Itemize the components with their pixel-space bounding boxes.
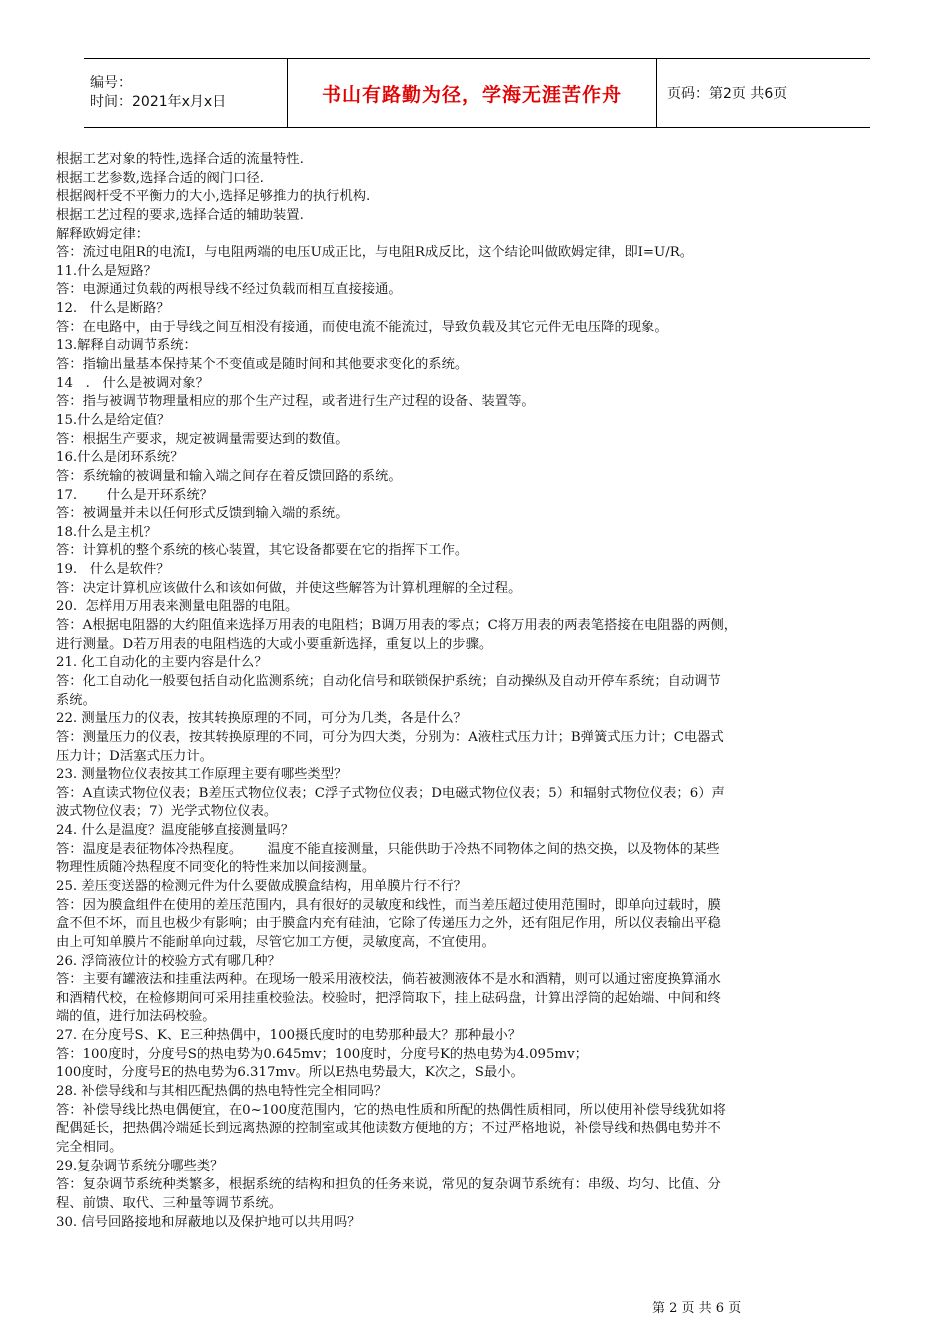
text-line: 答：被调量并未以任何形式反馈到输入端的系统。	[56, 506, 349, 522]
text-line: 100度时，分度号E的热电势为6.317mv。所以E热电势最大，K次之，S最小。	[56, 1065, 524, 1081]
text-line: 系统。	[56, 692, 96, 708]
text-line: 答：主要有罐液法和挂重法两种。在现场一般采用液校法，倘若被测液体不是水和酒精，则可以通过密度换算涌水	[56, 972, 721, 988]
text-line: 26. 浮筒液位计的校验方式有哪几种？	[56, 953, 281, 969]
text-line: 答：系统输的被调量和输入端之间存在着反馈回路的系统。	[56, 468, 402, 484]
text-line: 答：因为膜盒组件在使用的差压范围内，具有很好的灵敏度和线性，而当差压超过使用范围时，即单向过载时，膜	[56, 897, 721, 913]
text-line: 进行测量。D若万用表的电阻档选的大或小要重新选择，重复以上的步骤。	[56, 636, 493, 652]
text-line: 答：温度是表征物体冷热程度。 温度不能直接测量，只能供助于冷热不同物体之间的热交换，以及物体的某些	[56, 841, 720, 857]
text-line: 根据工艺对象的特性,选择合适的流量特性.	[56, 152, 304, 167]
text-line: 盒不但不坏，而且也极少有影响；由于膜盒内充有硅油，它除了传递压力之外，还有阻尼作用，所以仪表输出平稳	[56, 916, 721, 932]
text-line: 答：计算机的整个系统的核心装置，其它设备都要在它的指挥下工作。	[56, 543, 469, 559]
text-line: 物理性质随冷热程度不同变化的特性来加以间接测量。	[56, 860, 376, 876]
text-line: 解释欧姆定律：	[56, 226, 150, 242]
text-line: 配偶延长，把热偶冷端延长到远离热源的控制室或其他读数方便地的方；不过严格地说，补偿导线和热偶电势并不	[56, 1121, 721, 1137]
text-line: 答：化工自动化一般要包括自动化监测系统；自动化信号和联锁保护系统；自动操纵及自动开停车系统；自动调节	[56, 673, 721, 689]
header-meta	[84, 59, 287, 127]
motto-text: 书山有路勤为径，学海无涯苦作舟	[321, 83, 622, 106]
text-line: 根据工艺参数,选择合适的阀门口径.	[56, 170, 264, 186]
text-line: 25. 差压变送器的检测元件为什么要做成膜盒结构，用单膜片行不行？	[56, 878, 467, 894]
text-line: 答：指输出量基本保持某个不变值或是随时间和其他要求变化的系统。	[56, 357, 469, 373]
text-line: 19. 什么是软件？	[56, 562, 170, 578]
text-line: 答：A直读式物位仪表；B差压式物位仪表；C浮子式物位仪表；D电磁式物位仪表；5）和辐射式物位仪表；6）声	[56, 785, 725, 801]
text-line: 15.什么是给定值？	[56, 412, 171, 428]
text-line: 13.解释自动调节系统：	[56, 338, 197, 354]
text-line: 答：根据生产要求，规定被调量需要达到的数值。	[56, 431, 349, 447]
text-line: 24. 什么是温度？温度能够直接测量吗？	[56, 823, 295, 839]
header-page-number	[657, 59, 870, 127]
page-number-label: 页码：第2页 共6页	[667, 86, 788, 102]
text-line: 27. 在分度号S、K、E三种热偶中，100摄氏度时的电势那种最大？那种最小？	[56, 1028, 522, 1044]
text-line: 答：指与被调节物理量相应的那个生产过程，或者进行生产过程的设备、装置等。	[56, 394, 535, 410]
text-line: 16.什么是闭环系统？	[56, 450, 184, 466]
text-line: 和酒精代校，在检修期间可采用挂重校验法。校验时，把浮筒取下，挂上砝码盘，计算出浮筒的起始端、中间和终	[56, 990, 721, 1006]
text-line: 30. 信号回路接地和屏蔽地以及保护地可以共用吗？	[56, 1214, 361, 1230]
text-line: 18.什么是主机？	[56, 524, 157, 540]
text-line: 端的值，进行加法码校验。	[56, 1009, 216, 1025]
text-line: 20. 怎样用万用表来测量电阻器的电阻。	[56, 599, 299, 615]
text-line: 答：补偿导线比热电偶便宜，在0~100度范围内，它的热电性质和所配的热偶性质相同，所以使用补偿导线犹如将	[56, 1102, 726, 1118]
text-line: 答：100度时，分度号S的热电势为0.645mv；100度时，分度号K的热电势为4.095mv；	[56, 1046, 588, 1062]
text-line: 由上可知单膜片不能耐单向过载，尽管它加工方便，灵敏度高，不宜使用。	[56, 934, 495, 950]
text-line: 波式物位仪表；7）光学式物位仪表。	[56, 804, 278, 820]
text-line: 完全相同。	[56, 1139, 123, 1155]
text-line: 17. 什么是开环系统？	[56, 487, 214, 503]
text-line: 压力计；D活塞式压力计。	[56, 748, 213, 764]
page-header	[84, 58, 870, 128]
text-line: 23. 测量物位仪表按其工作原理主要有哪些类型？	[56, 767, 348, 783]
text-line: 12. 什么是断路？	[56, 301, 170, 317]
text-line: 根据阀杆受不平衡力的大小,选择足够推力的执行机构.	[56, 189, 371, 205]
text-line: 28. 补偿导线和与其相匹配热偶的热电特性完全相同吗？	[56, 1084, 388, 1100]
page-footer: 第 2 页 共 6 页	[652, 1301, 742, 1316]
document-body	[56, 151, 902, 1232]
text-line: 根据工艺过程的要求,选择合适的辅助装置.	[56, 207, 304, 223]
text-line: 程、前馈、取代、三种量等调节系统。	[56, 1195, 283, 1211]
text-line: 11.什么是短路？	[56, 263, 157, 279]
text-line: 22. 测量压力的仪表，按其转换原理的不同，可分为几类，各是什么？	[56, 711, 467, 727]
text-line: 答：流过电阻R的电流I，与电阻两端的电压U成正比，与电阻R成反比，这个结论叫做欧姆定律，即I=U/R。	[56, 245, 694, 261]
text-line: 答：A根据电阻器的大约阻值来选择万用表的电阻档；B调万用表的零点；C将万用表的两表笔搭接在电阻器的两侧，	[56, 618, 738, 634]
text-line: 答：测量压力的仪表，按其转换原理的不同，可分为四大类，分别为：A液柱式压力计；B弹簧式压力计；C电器式	[56, 729, 724, 745]
serial-number-label: 编号：	[90, 75, 132, 91]
text-line: 答：决定计算机应该做什么和该如何做，并使这些解答为计算机理解的全过程。	[56, 580, 522, 596]
text-line: 答：复杂调节系统种类繁多，根据系统的结构和担负的任务来说，常见的复杂调节系统有：串级、均匀、比值、分	[56, 1177, 721, 1193]
header-motto	[287, 59, 657, 127]
date-label: 时间：2021年x月x日	[90, 94, 227, 110]
text-line: 答：电源通过负载的两根导线不经过负载而相互直接接通。	[56, 282, 402, 298]
text-line: 21. 化工自动化的主要内容是什么？	[56, 655, 268, 671]
text-line: 答：在电路中，由于导线之间互相没有接通，而使电流不能流过，导致负载及其它元件无电压降的现象。	[56, 319, 668, 335]
text-line: 29.复杂调节系统分哪些类？	[56, 1158, 224, 1174]
text-line: 14 . 什么是被调对象？	[56, 375, 209, 391]
